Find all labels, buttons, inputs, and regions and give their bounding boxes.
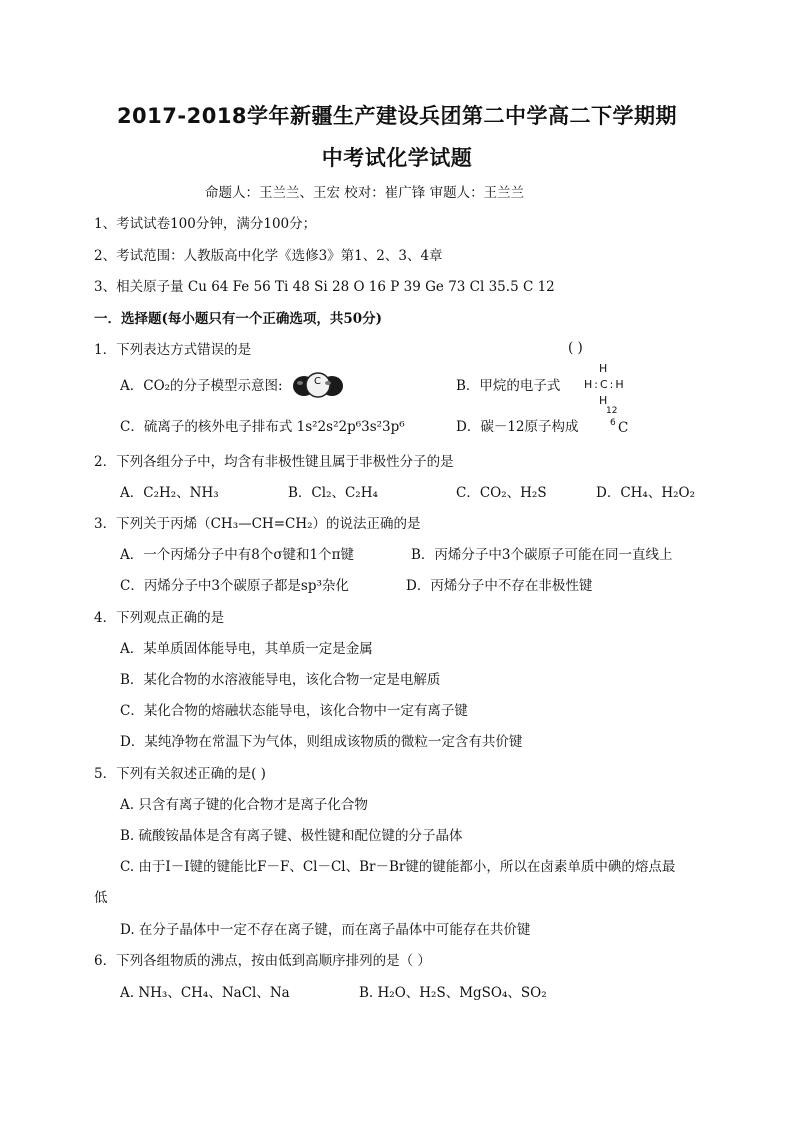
ch4-top-h: H [599,362,608,375]
q3-stem: 3．下列关于丙烯（CH₃—CH=CH₂）的说法正确的是 [94,516,421,532]
q6-option-a: A. NH₃、CH₄、NaCl、Na [120,985,290,1001]
q6-stem: 6．下列各组物质的沸点，按由低到高顺序排列的是（ ） [94,953,431,969]
q1-stem: 1．下列表达方式错误的是 [94,342,252,358]
q2-stem: 2．下列各组分子中，均含有非极性键且属于非极性分子的是 [94,454,454,470]
q1-option-b: B．甲烷的电子式 [456,378,561,394]
q4-stem: 4．下列观点正确的是 [94,610,225,626]
q5-option-d: D. 在分子晶体中一定不存在离子键，而在离子晶体中可能存在共价键 [120,922,531,938]
q4-option-b: B．某化合物的水溶液能导电，该化合物一定是电解质 [120,672,441,688]
note-1: 1、考试试卷100分钟，满分100分； [94,216,317,232]
c12-atomic-number: 6 [610,418,616,428]
q5-option-c: C. 由于I－I键的键能比F－F、Cl－Cl、Br－Br键的键能都小，所以在卤素单质中碘的熔点最 [120,859,676,875]
q6-option-b: B. H₂O、H₂S、MgSO₄、SO₂ [359,985,547,1001]
note-3: 3、相关原子量 Cu 64 Fe 56 Ti 48 Si 28 O 16 P 39 Ge 73 Cl 35.5 C 12 [94,279,555,295]
ch4-center: H:C:H [584,378,626,391]
q2-option-a: A．C₂H₂、NH₃ [120,485,219,501]
q4-option-d: D．某纯净物在常温下为气体，则组成该物质的微粒一定含有共价键 [120,734,523,750]
q5-stem: 5．下列有关叙述正确的是( ) [94,766,266,782]
q2-option-b: B．Cl₂、C₂H₄ [288,485,378,501]
q5-option-b: B. 硫酸铵晶体是含有离子键、极性键和配位键的分子晶体 [120,828,463,844]
title-line-1: 2017-2018学年新疆生产建设兵团第二中学高二下学期期 [116,104,678,128]
q2-option-c: C．CO₂、H₂S [456,485,547,501]
q5-option-c-continued: 低 [94,890,108,906]
q3-option-a: A．一个丙烯分子中有8个σ键和1个π键 [120,547,355,563]
note-2: 2、考试范围：人教版高中化学《选修3》第1、2、3、4章 [94,248,443,264]
q1-answer-paren: ( ) [568,340,583,356]
co2-carbon-label: C [314,376,321,387]
section-heading: 一．选择题(每小题只有一个正确选项，共50分) [94,311,383,327]
q3-option-c: C．丙烯分子中3个碳原子都是sp³杂化 [120,578,349,594]
q2-option-d: D．CH₄、H₂O₂ [596,485,696,501]
q4-option-c: C．某化合物的熔融状态能导电，该化合物中一定有离子键 [120,703,468,719]
c12-symbol: C [618,420,629,436]
ch4-bottom-h: H [599,394,608,407]
q3-option-b: B．丙烯分子中3个碳原子可能在同一直线上 [411,547,673,563]
authors-line: 命题人：王兰兰、王宏 校对：崔广锋 审题人：王兰兰 [205,185,525,201]
title-line-2: 中考试化学试题 [321,146,473,170]
q1-option-a: A．CO₂的分子模型示意图: [120,378,283,394]
q1-option-d: D．碳－12原子构成 [456,419,579,435]
c12-mass-number: 12 [606,406,618,416]
q5-option-a: A. 只含有离子键的化合物才是离子化合物 [120,797,368,813]
q1-option-c: C．硫离子的核外电子排布式 1s²2s²2p⁶3s²3p⁶ [120,419,405,435]
q4-option-a: A．某单质固体能导电，其单质一定是金属 [120,641,373,657]
q3-option-d: D．丙烯分子中不存在非极性键 [406,578,593,594]
